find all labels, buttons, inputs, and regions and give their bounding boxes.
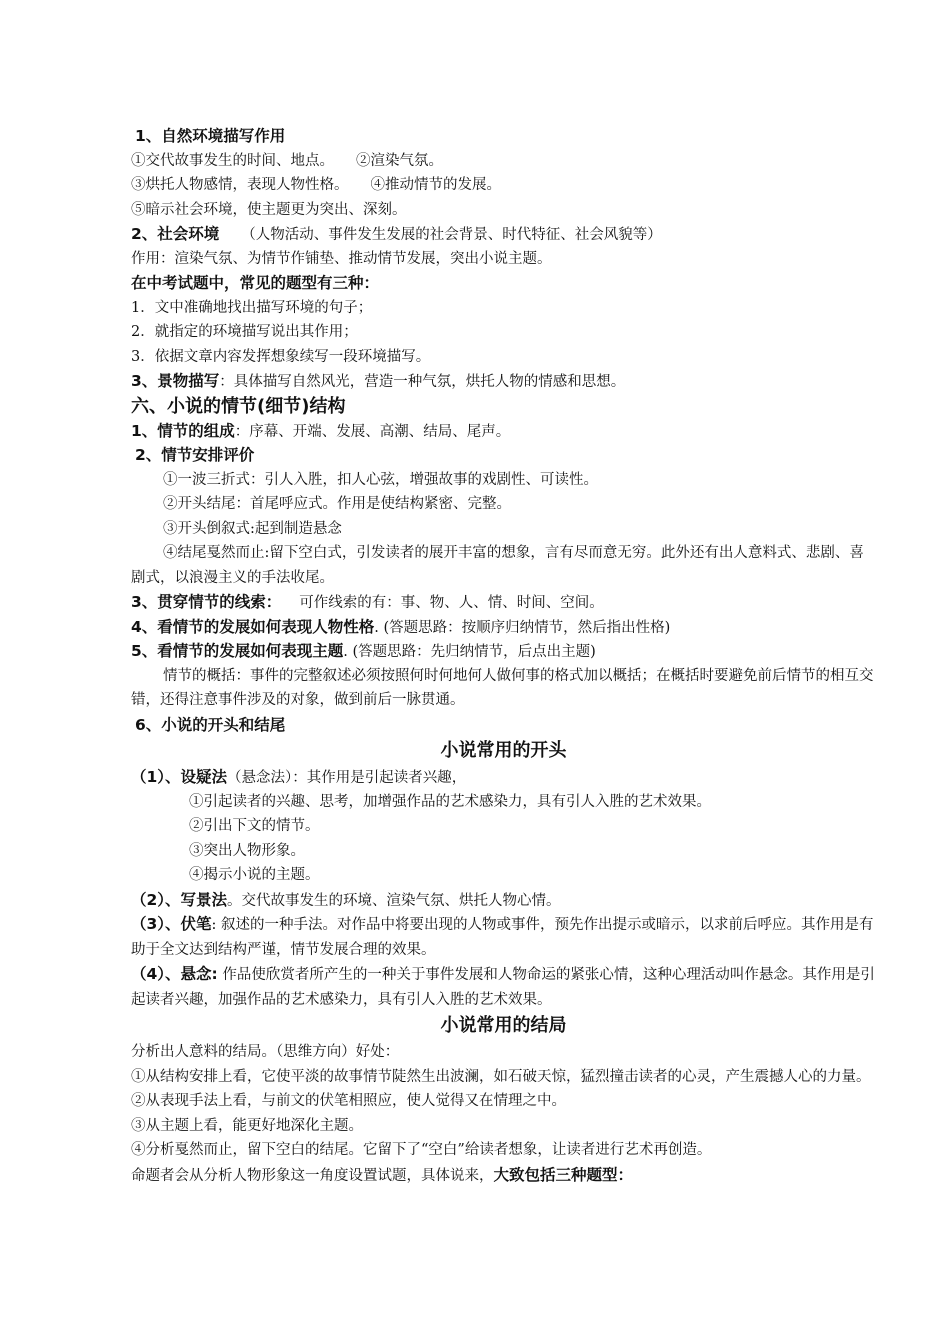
ending-item: ③从主题上看，能更好地深化主题。 [131, 1117, 363, 1134]
plot-summary-paragraph: 情节的概括：事件的完整叙述必须按照何时何地何人做何事的格式加以概括；在概括时要避免前后情节的相互交错，还得注意事件涉及的对象，做到前后一脉贯通。 [131, 667, 874, 708]
ending-item: ①从结构安排上看，它使平淡的故事情节陡然生出波澜，如石破天惊，猛烈撞击读者的心灵，产生震撼人心的力量。 [131, 1068, 871, 1085]
natural-effect-1: ①交代故事发生的时间、地点。 [131, 152, 334, 169]
plot-theme-title: 5、看情节的发展如何表现主题 [131, 642, 344, 660]
opening-method-1-title: （1）、设疑法 [131, 768, 228, 786]
opening-method-2-line [131, 888, 876, 913]
plot-arrangement-item: ③开头倒叙式:起到制造悬念 [163, 520, 342, 537]
plot-theme-line [131, 639, 876, 664]
plot-theme-text: . (答题思路：先归纳情节，后点出主题) [343, 644, 596, 660]
opening-method-1-item: ②引出下文的情节。 [189, 818, 320, 834]
plot-composition-text: ：序幕、开端、发展、高潮、结局、尾声。 [234, 423, 511, 440]
opening-method-3-paragraph [131, 912, 876, 962]
exam-type-item: 2．就指定的环境描写说出其作用； [131, 324, 358, 340]
scenery-description-text: ：具体描写自然风光，营造一种气氛，烘托人物的情感和思想。 [219, 374, 626, 390]
natural-effect-2: ②渲染气氛。 [356, 152, 443, 169]
plot-composition-title: 1、情节的组成 [131, 421, 235, 440]
document-page [131, 124, 876, 1187]
social-environment-effect: 作用：渲染气氛、为情节作铺垫、推动情节发展，突出小说主题。 [131, 250, 552, 267]
ending-intro: 分析出人意料的结局。（思维方向）好处： [131, 1044, 400, 1060]
plot-clue-line [131, 590, 876, 615]
opening-method-1-item: ④揭示小说的主题。 [189, 867, 320, 883]
plot-clue-title: 3、贯穿情节的线索： [131, 593, 282, 611]
plot-character-line [131, 615, 876, 640]
scenery-description-line [131, 369, 876, 394]
ending-item: ④分析戛然而止，留下空白的结尾。它留下了“空白”给读者想象，让读者进行艺术再创造。 [131, 1142, 712, 1158]
plot-arrangement-item: ②开头结尾：首尾呼应式。作用是使结构紧密、完整。 [163, 496, 511, 512]
social-environment-title: 2、社会环境 [131, 225, 220, 243]
plot-arrangement-item: ④结尾戛然而止:留下空白式，引发读者的展开丰富的想象，言有尽而意无穷。此外还有出人意料式、悲剧、喜剧式，以浪漫主义的手法收尾。 [131, 545, 864, 586]
plot-arrangement-title: 2、情节安排评价 [135, 446, 255, 464]
question-types-text: 命题者会从分析人物形象这一角度设置试题，具体说来， [131, 1167, 494, 1184]
exam-type-item: 1．文中准确地找出描写环境的句子； [131, 299, 373, 316]
plot-arrangement-item: ①一波三折式：引人入胜，扣人心弦，增强故事的戏剧性、可读性。 [163, 471, 598, 488]
plot-composition-line [131, 419, 876, 444]
natural-effect-4: ④推动情节的发展。 [370, 177, 501, 193]
opening-method-1-item: ①引起读者的兴趣、思考，加增强作品的艺术感染力，具有引人入胜的艺术效果。 [189, 793, 711, 810]
opening-method-2-title: （2）、写景法 [131, 890, 228, 909]
opening-method-4-text: 作品使欣赏者所产生的一种关于事件发展和人物命运的紧张心情，这种心理活动叫作悬念。其作用是引起读者兴趣，加强作品的艺术感染力，具有引人入胜的艺术效果。 [131, 967, 875, 1008]
plot-character-title: 4、看情节的发展如何表现人物性格 [131, 617, 375, 636]
exam-type-item: 3．依据文章内容发挥想象续写一段环境描写。 [131, 348, 431, 365]
natural-effect-5: ⑤暗示社会环境，使主题更为突出、深刻。 [131, 201, 407, 218]
opening-method-2-text: 。交代故事发生的环境、渲染气氛、烘托人物心情。 [227, 892, 561, 909]
opening-method-1-item: ③突出人物形象。 [189, 842, 305, 859]
plot-character-text: . (答题思路：按顺序归纳情节，然后指出性格) [374, 619, 671, 636]
social-environment-line [131, 222, 876, 247]
scenery-description-title: 3、景物描写 [131, 372, 220, 390]
question-types-bold: 大致包括三种题型： [493, 1165, 634, 1184]
natural-effect-line-2 [131, 173, 876, 198]
opening-method-3-text: : 叙述的一种手法。对作品中将要出现的人物或事件，预先作出提示或暗示，以求前后呼应。其作用是有助于全文达到结构严谨，情节发展合理的效果。 [131, 917, 874, 958]
exam-types-title: 在中考试题中，常见的题型有三种： [131, 274, 380, 292]
opening-method-3-title: （3）、伏笔 [131, 915, 212, 933]
ending-item: ②从表现手法上看，与前文的伏笔相照应，使人觉得又在情理之中。 [131, 1093, 566, 1109]
opening-method-4-paragraph [131, 962, 876, 1012]
plot-clue-text: 可作线索的有：事、物、人、情、时间、空间。 [299, 595, 604, 611]
social-environment-note: （人物活动、事件发生发展的社会背景、时代特征、社会风貌等） [241, 227, 662, 243]
ending-heading: 小说常用的结局 [440, 1015, 567, 1036]
opening-method-4-title: （4）、悬念: [131, 965, 218, 983]
opening-heading: 小说常用的开头 [440, 740, 567, 761]
natural-effect-line-1 [131, 149, 876, 174]
opening-ending-title: 6、小说的开头和结尾 [135, 715, 286, 734]
section-natural-environment-title: 1、自然环境描写作用 [135, 127, 286, 145]
question-types-line [131, 1163, 876, 1188]
opening-method-1-text: （悬念法）：其作用是引起读者兴趣， [227, 770, 467, 786]
plot-structure-heading: 六、小说的情节(细节)结构 [131, 395, 346, 417]
natural-effect-3: ③烘托人物感情，表现人物性格。 [131, 177, 349, 193]
opening-method-1-line [131, 765, 876, 790]
